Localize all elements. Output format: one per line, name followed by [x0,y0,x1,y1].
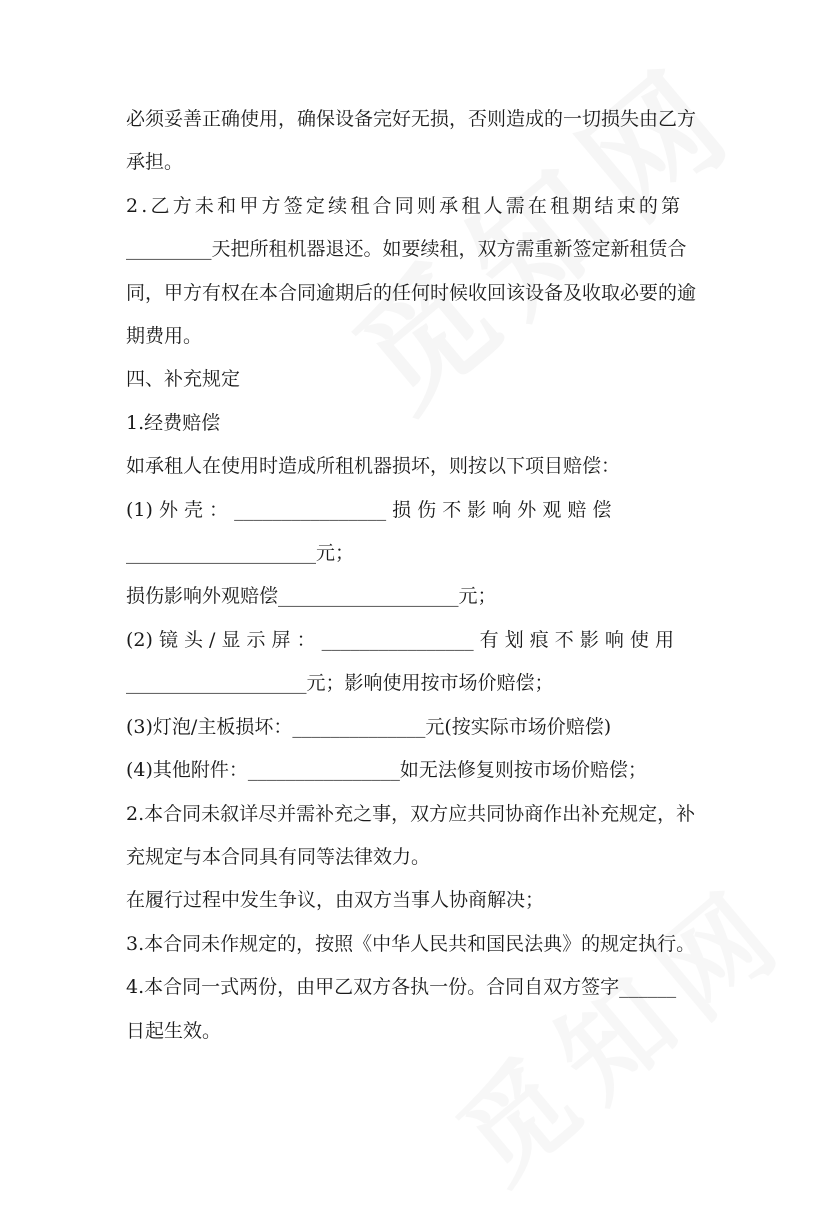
paragraph-line: 期费用。 [126,325,203,348]
paragraph-line: 承担。 [126,151,184,174]
paragraph-line: (3)灯泡/主板损坏：______________元(按实际市场价赔偿) [126,715,612,738]
paragraph-line: 日起生效。 [126,1019,222,1042]
section-heading: 四、补充规定 [126,368,241,391]
paragraph-line: 2.乙方未和甲方签定续租合同则承租人需在租期结束的第 [126,194,684,217]
paragraph-line: 在履行过程中发生争议，由双方当事人协商解决； [126,889,545,912]
paragraph-line: (4)其他附件：________________如无法修复则按市场价赔偿； [126,759,647,782]
paragraph-line: 如承租人在使用时造成所租机器损坏，则按以下项目赔偿： [126,455,621,478]
paragraph-line: 2.本合同未叙详尽并需补充之事，双方应共同协商作出补充规定，补 [126,802,696,825]
paragraph-line: 同，甲方有权在本合同逾期后的任何时候收回该设备及收取必要的逾 [126,281,697,304]
subsection-heading: 1.经费赔偿 [126,411,221,434]
paragraph-line: 4.本合同一式两份，由甲乙双方各执一份。合同自双方签字______ [126,976,677,999]
paragraph-line: 必须妥善正确使用，确保设备完好无损，否则造成的一切损失由乙方 [126,108,697,130]
paragraph-line: 3.本合同未作规定的，按照《中华人民共和国民法典》的规定执行。 [126,932,696,955]
paragraph-line: 充规定与本合同具有同等法律效力。 [126,845,431,868]
paragraph-line: 损伤影响外观赔偿___________________元； [126,585,497,608]
paragraph-line: ___________________元；影响使用按市场价赔偿； [126,672,554,695]
paragraph-line: (2) 镜 头 / 显 示 屏 ： ________________ 有 划 痕 不 影 响 使 用 [126,628,674,651]
paragraph-line: ____________________元； [126,542,355,565]
paragraph-line: (1) 外 壳 ： ________________ 损 伤 不 影 响 外 观 赔 偿 [126,498,612,521]
paragraph-line: _________天把所租机器退还。如要续租，双方需重新签定新租赁合 [126,238,687,261]
contract-body [126,98,706,1053]
